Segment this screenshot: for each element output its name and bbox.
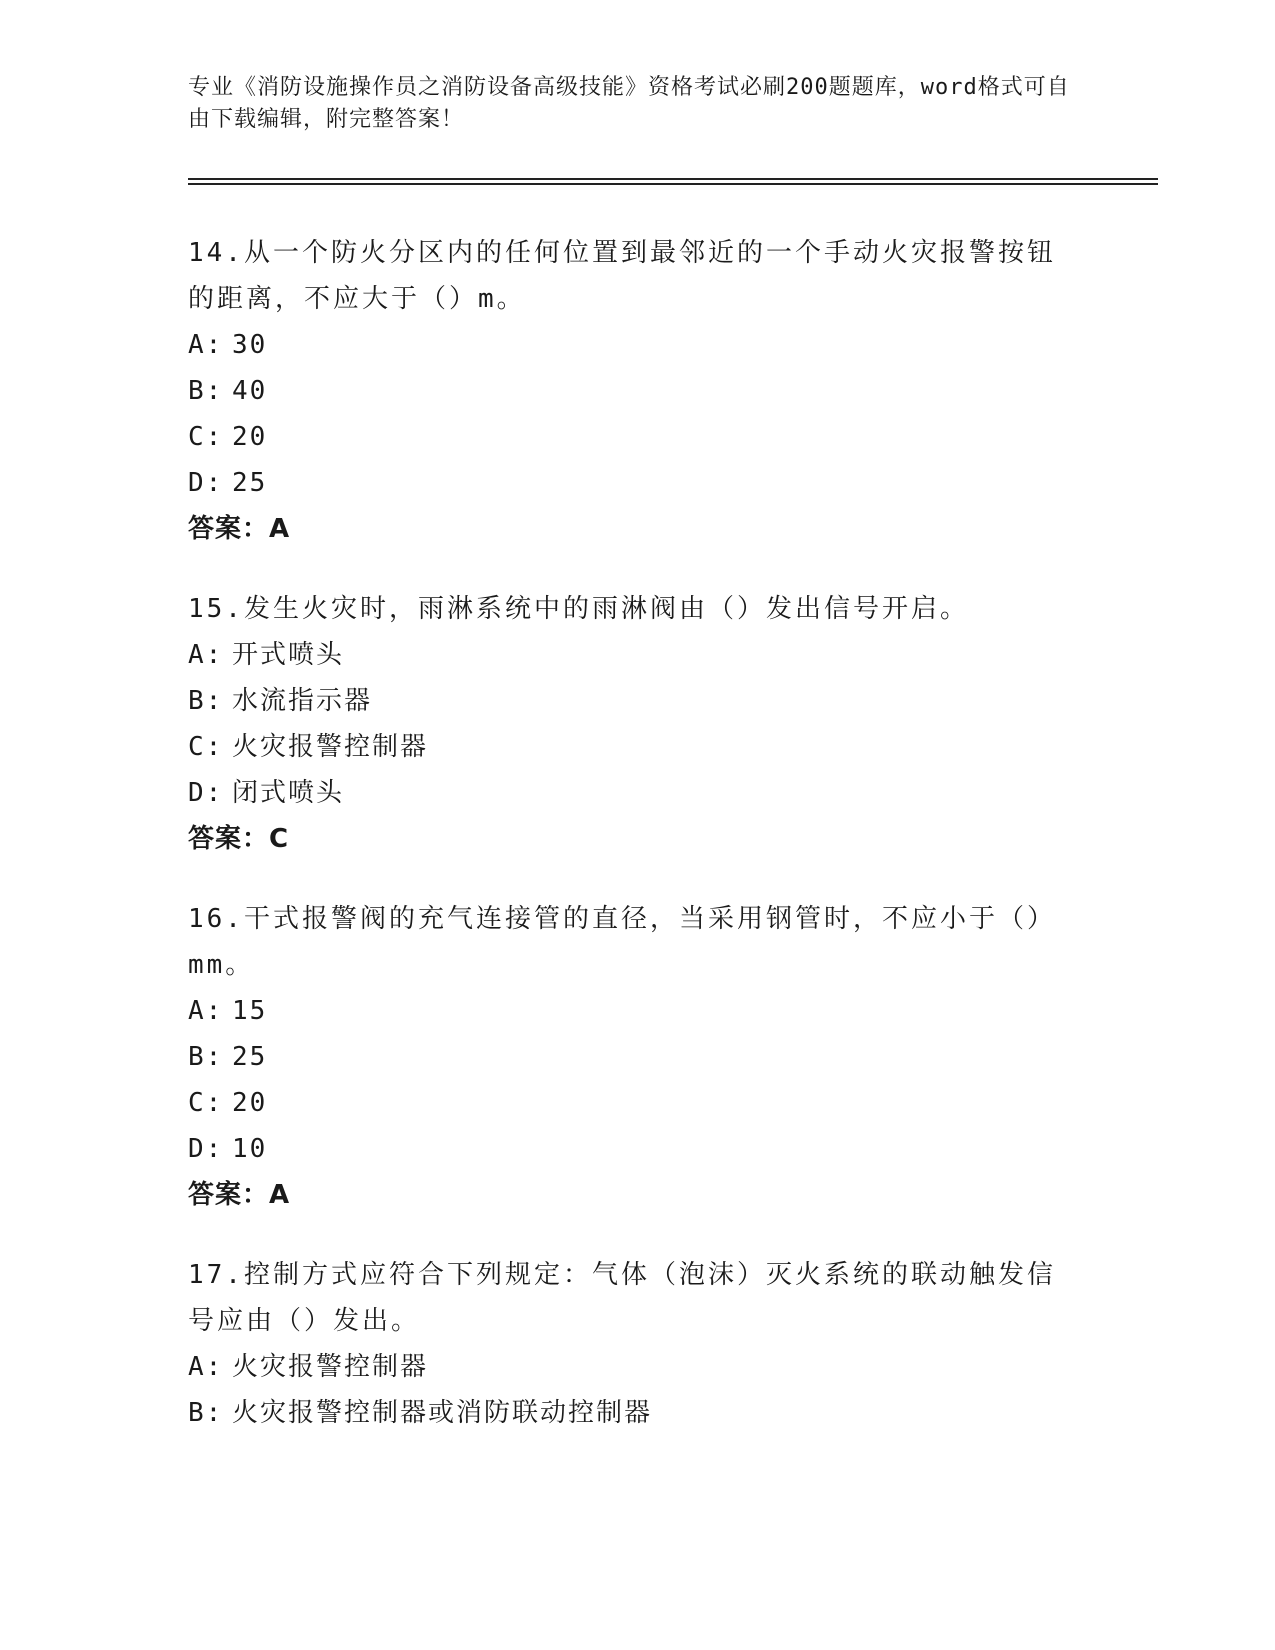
option-text: 火灾报警控制器 [232, 732, 429, 762]
option-text: 30 [232, 330, 268, 360]
option-key: C: [188, 732, 224, 762]
option-c [188, 724, 1078, 770]
option-key: B: [188, 686, 224, 716]
question-stem: 17.控制方式应符合下列规定：气体（泡沫）灭火系统的联动触发信号应由（）发出。 [188, 1260, 1056, 1336]
question-17 [188, 1252, 1078, 1436]
option-text: 25 [232, 468, 268, 498]
option-c [188, 414, 1078, 460]
header-divider-top [188, 178, 1158, 180]
question-stem: 16.干式报警阀的充气连接管的直径，当采用钢管时，不应小于（）mm。 [188, 904, 1056, 980]
option-text: 闭式喷头 [232, 778, 345, 808]
option-a [188, 632, 1078, 678]
option-text: 15 [232, 996, 268, 1026]
option-b [188, 678, 1078, 724]
option-key: A: [188, 1352, 224, 1382]
option-c [188, 1080, 1078, 1126]
option-key: A: [188, 640, 224, 670]
option-text: 开式喷头 [232, 640, 345, 670]
answer-line: 答案：A [188, 514, 291, 544]
option-text: 火灾报警控制器 [232, 1352, 429, 1382]
option-key: A: [188, 996, 224, 1026]
option-text: 40 [232, 376, 268, 406]
header-divider-bottom [188, 183, 1158, 185]
option-a [188, 988, 1078, 1034]
option-d [188, 460, 1078, 506]
answer-line: 答案：A [188, 1180, 291, 1210]
option-b [188, 1034, 1078, 1080]
option-text: 25 [232, 1042, 268, 1072]
option-key: C: [188, 422, 224, 452]
question-stem: 14.从一个防火分区内的任何位置到最邻近的一个手动火灾报警按钮的距离，不应大于（）m。 [188, 238, 1056, 314]
question-list [188, 230, 1078, 1470]
option-key: B: [188, 1398, 224, 1428]
question-14 [188, 230, 1078, 552]
option-text: 水流指示器 [232, 686, 373, 716]
header-note: 专业《消防设施操作员之消防设备高级技能》资格考试必刷200题题库，word格式可自由下载编辑，附完整答案！ [188, 75, 1070, 132]
answer-line: 答案：C [188, 824, 290, 854]
option-key: D: [188, 778, 224, 808]
question-16 [188, 896, 1078, 1218]
option-key: B: [188, 1042, 224, 1072]
option-text: 20 [232, 1088, 268, 1118]
option-a [188, 322, 1078, 368]
option-key: D: [188, 1134, 224, 1164]
option-key: D: [188, 468, 224, 498]
option-key: B: [188, 376, 224, 406]
option-key: A: [188, 330, 224, 360]
question-15 [188, 586, 1078, 862]
option-b [188, 1390, 1078, 1436]
option-b [188, 368, 1078, 414]
option-a [188, 1344, 1078, 1390]
option-text: 10 [232, 1134, 268, 1164]
option-key: C: [188, 1088, 224, 1118]
question-stem: 15.发生火灾时，雨淋系统中的雨淋阀由（）发出信号开启。 [188, 594, 969, 624]
option-text: 火灾报警控制器或消防联动控制器 [232, 1398, 653, 1428]
option-d [188, 770, 1078, 816]
option-text: 20 [232, 422, 268, 452]
option-d [188, 1126, 1078, 1172]
